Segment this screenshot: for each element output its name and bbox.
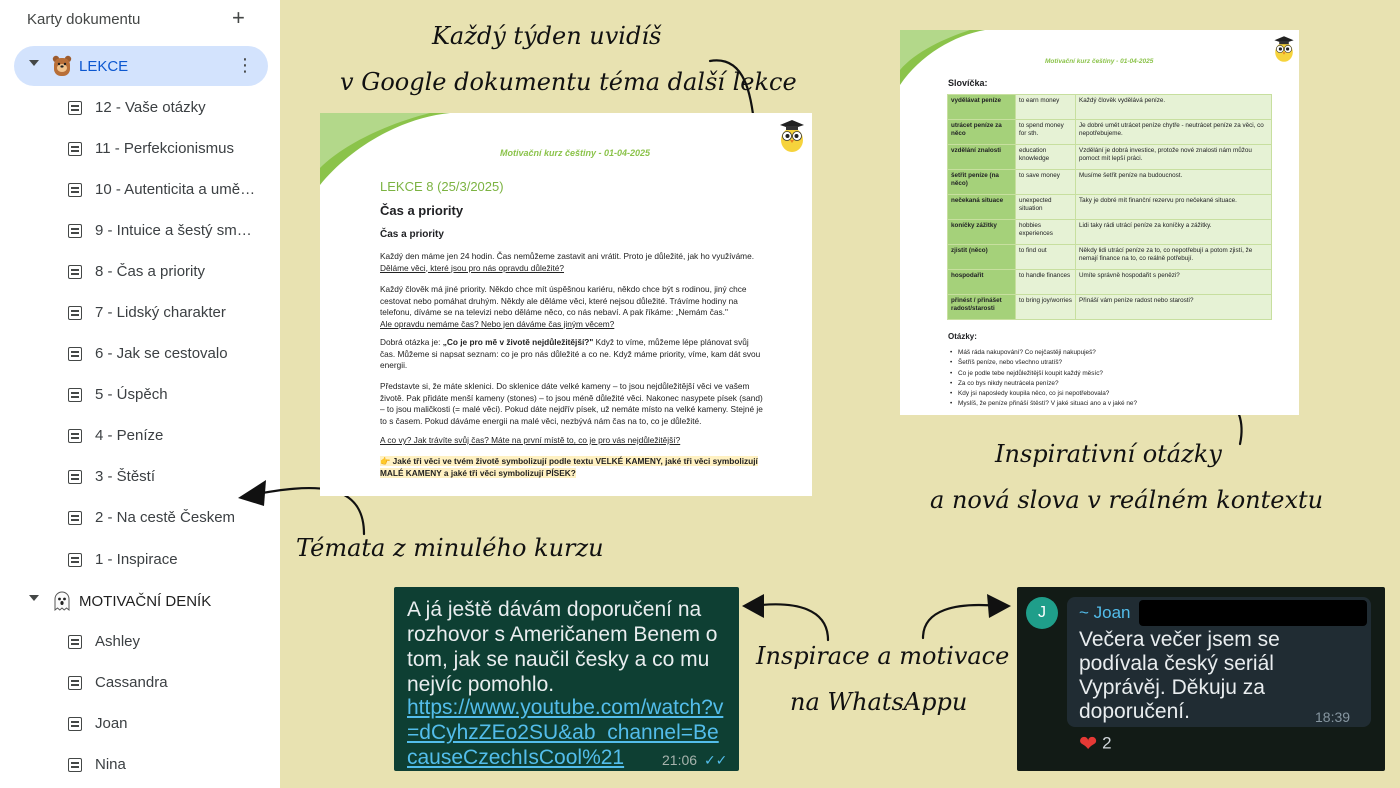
lesson-document-preview — [320, 113, 812, 496]
vocab-example: Lidi taky rádi utrácí peníze za koníčky a zážitky. — [1076, 220, 1272, 245]
corner-decoration — [900, 30, 985, 85]
vocab-row — [948, 145, 1272, 170]
heart-icon: ❤ — [1079, 731, 1098, 756]
tab-label: 6 - Jak se cestovalo — [95, 345, 228, 362]
annotation-bottom-line1: Inspirace a motivace — [756, 642, 1010, 670]
more-vert-icon[interactable]: ⋮ — [236, 55, 254, 75]
paragraph-3-text-a: Dobrá otázka je: — [380, 337, 443, 347]
annotation-bottom-line2: na WhatsAppu — [790, 688, 968, 716]
doc-header: Motivační kurz češtiny - 01-04-2025 — [1045, 58, 1154, 65]
paragraph-2 — [380, 284, 765, 330]
document-tabs-sidebar — [0, 0, 280, 788]
vocab-row — [948, 170, 1272, 195]
document-icon — [68, 717, 82, 731]
arrow-to-whatsapp-2 — [915, 588, 1015, 648]
document-icon — [68, 347, 82, 361]
tab-label: 7 - Lidský charakter — [95, 304, 226, 321]
vocab-row — [948, 245, 1272, 270]
tab-nina[interactable] — [65, 745, 270, 785]
document-icon — [68, 183, 82, 197]
tab-7-lidsky-charakter[interactable] — [65, 293, 270, 333]
document-icon — [68, 470, 82, 484]
vocab-term: utrácet peníze za něco — [948, 120, 1016, 145]
question-item: • Kdy jsi naposledy koupila něco, co jsi nepotřebovala? — [958, 389, 1137, 399]
vocab-term: přinést / přinášet radost/starosti — [948, 295, 1016, 320]
annotation-right-line1: Inspirativní otázky — [995, 440, 1222, 468]
message-text: Večera večer jsem se podívala český seriál Vyprávěj. Děkuju za doporučení. — [1079, 628, 1280, 723]
tab-label: 5 - Úspěch — [95, 386, 168, 403]
youtube-link[interactable]: https://www.youtube.com/watch?v=dCyhzZEo2SU&ab_channel=BecauseCzechIsCool%21 — [407, 696, 724, 769]
sidebar-title: Karty dokumentu — [27, 11, 141, 28]
lesson-number: LEKCE 8 (25/3/2025) — [380, 179, 504, 194]
vocabulary-table — [947, 94, 1272, 320]
document-icon — [68, 429, 82, 443]
task-text: 👉 Jaké tři věci ve tvém životě symbolizují podle textu VELKÉ KAMENY, jaké tři věci symbolizují MALÉ KAMENY a jaké tři věci symbolizují PÍSEK? — [380, 456, 758, 478]
document-icon — [68, 676, 82, 690]
vocab-example: Každý člověk vydělává peníze. — [1076, 95, 1272, 120]
questions-list — [958, 348, 1137, 410]
vocab-heading: Slovíčka: — [948, 78, 988, 88]
tab-9-intuice[interactable] — [65, 211, 270, 251]
vocab-example: Je dobré umět utrácet peníze chytře - neutrácet peníze za věci, co nepotřebujeme. — [1076, 120, 1272, 145]
vocab-translation: to save money — [1016, 170, 1076, 195]
tab-8-cas-a-priority[interactable] — [65, 252, 270, 292]
vocab-term: nečekaná situace — [948, 195, 1016, 220]
tab-1-inspirace[interactable] — [65, 540, 270, 580]
doc-header: Motivační kurz češtiny - 01-04-2025 — [500, 148, 651, 158]
vocab-example: Taky je dobré mít finanční rezervu pro nečekané situace. — [1076, 195, 1272, 220]
vocab-translation: to earn money — [1016, 95, 1076, 120]
vocab-translation: to find out — [1016, 245, 1076, 270]
tab-12-vase-otazky[interactable] — [65, 88, 270, 128]
paragraph-2-text: Každý člověk má jiné priority. Někdo chce mít úspěšnou kariéru, někdo chce být s rodinou, jiný chce cestovat nebo pomáhat druhým. Někdy ale děláme věci, které nejsou důležité. Trávíme hodiny na telefonu, díváme se na televizi nebo děláme něco, co nás nebaví. A pak říkáme: „Nemám čas." — [380, 284, 747, 317]
tab-group-label: LEKCE — [79, 58, 129, 75]
vocab-row — [948, 295, 1272, 320]
tab-4-penize[interactable] — [65, 416, 270, 456]
document-icon — [68, 306, 82, 320]
tab-10-autenticita[interactable] — [65, 170, 270, 210]
question-item: • Myslíš, že peníze přináší štěstí? V jaké situaci ano a v jaké ne? — [958, 399, 1137, 409]
tab-cassandra[interactable] — [65, 663, 270, 703]
vocab-translation: unexpected situation — [1016, 195, 1076, 220]
question-item: • Za co bys nikdy neutrácela peníze? — [958, 379, 1137, 389]
vocab-term: hospodařit — [948, 270, 1016, 295]
document-icon — [68, 142, 82, 156]
tab-label: 9 - Intuice a šestý sm… — [95, 222, 252, 239]
tab-label: Cassandra — [95, 674, 168, 691]
question-item: • Máš ráda nakupování? Co nejčastěji nakupuješ? — [958, 348, 1137, 358]
vocab-row — [948, 120, 1272, 145]
paragraph-3 — [380, 337, 765, 372]
vocab-term: vzdělání znalosti — [948, 145, 1016, 170]
tab-group-lekce[interactable] — [14, 46, 268, 86]
vocab-translation: education knowledge — [1016, 145, 1076, 170]
paragraph-3-text-b: Když to víme, můžeme lépe plánovat svůj čas. Můžeme si napsat seznam: co je pro nás důležité a co ne. Když máme priority, víme, kam dát svou energii. — [380, 337, 761, 370]
reaction-count: 2 — [1102, 733, 1112, 753]
vocab-translation: to spend money for sth. — [1016, 120, 1076, 145]
question-item: • Šetříš peníze, nebo všechno utratíš? — [958, 358, 1137, 368]
document-icon — [68, 511, 82, 525]
vocab-term: zjistit (něco) — [948, 245, 1016, 270]
tab-group-label: MOTIVAČNÍ DENÍK — [79, 593, 212, 610]
vocab-translation: to handle finances — [1016, 270, 1076, 295]
chevron-down-icon[interactable] — [29, 60, 39, 66]
tab-label: 3 - Štěstí — [95, 468, 156, 485]
corner-decoration — [320, 113, 450, 185]
task — [380, 456, 765, 479]
message-text: A já ještě dávám doporučení na rozhovor s Američanem Benem o tom, jak se naučil česky a co mu nejvíc pomohlo. — [407, 598, 718, 696]
annotation-left: Témata z minulého kurzu — [296, 534, 604, 562]
arrow-to-whatsapp-1 — [738, 590, 838, 650]
vocab-row — [948, 95, 1272, 120]
paragraph-1-text: Každý den máme jen 24 hodin. Čas nemůžeme zastavit ani vrátit. Proto je důležité, jak ho využíváme. — [380, 251, 755, 261]
tab-label: Joan — [95, 715, 128, 732]
paragraph-4: Představte si, že máte sklenici. Do sklenice dáte velké kameny – to jsou nejdůležitější věci ve vašem životě. Pak přidáte menší kameny (stones) – to jsou méně důležité věci. Nakonec nasypete písek (sand) – to jsou maličkosti (= malé věci). Pokud dáte nejdřív písek, už nemáte místo na velké kameny. Stejné je to s časem. Pokud dáváme energii na malé věci, nezbývá nám čas na to, co je důležité. — [380, 381, 763, 426]
bear-emoji-icon — [50, 54, 74, 78]
message-time-text: 21:06 — [662, 752, 698, 768]
vocab-row — [948, 270, 1272, 295]
tab-6-jak-se-cestovalo[interactable] — [65, 334, 270, 374]
question-item: • Co je podle tebe nejdůležitější koupit každý měsíc? — [958, 369, 1137, 379]
paragraph-2-question: Ale opravdu nemáme čas? Nebo jen dáváme čas jiným věcem? — [380, 318, 615, 329]
tab-label: 10 - Autenticita a umě… — [95, 181, 256, 198]
paragraph-1 — [380, 251, 765, 274]
questions-heading: Otázky: — [948, 332, 977, 341]
paragraph-5: A co vy? Jak trávíte svůj čas? Máte na první místě to, co je pro vás nejdůležitější? — [380, 435, 681, 445]
owl-mascot-icon — [1272, 35, 1296, 63]
document-icon — [68, 101, 82, 115]
avatar[interactable]: J — [1026, 597, 1058, 629]
annotation-right-line2: a nová slova v reálném kontextu — [930, 486, 1324, 514]
vocab-example: Umíte správně hospodařit s penězi? — [1076, 270, 1272, 295]
tab-5-uspech[interactable] — [65, 375, 270, 415]
message-time: 18:39 — [1315, 709, 1351, 725]
paragraph-3-question: „Co je pro mě v životě nejdůležitější?" — [442, 337, 594, 347]
vocab-example: Přináší vám peníze radost nebo starosti? — [1076, 295, 1272, 320]
tab-11-perfekcionismus[interactable] — [65, 129, 270, 169]
document-icon — [68, 758, 82, 772]
whatsapp-message-recommendation — [394, 587, 739, 771]
document-icon — [68, 224, 82, 238]
document-icon — [68, 388, 82, 402]
sender-name: ~ Joan — [1079, 603, 1131, 622]
vocab-translation: to bring joy/worries — [1016, 295, 1076, 320]
ghost-emoji-icon — [50, 589, 74, 613]
vocabulary-document-preview — [900, 30, 1299, 415]
vocab-row — [948, 220, 1272, 245]
tab-label: 2 - Na cestě Českem — [95, 509, 236, 526]
tab-label: 1 - Inspirace — [95, 551, 178, 568]
tab-label: 8 - Čas a priority — [95, 263, 206, 280]
sidebar-header — [0, 0, 280, 40]
tab-label: 4 - Peníze — [95, 427, 164, 444]
paragraph-1-question: Děláme věci, které jsou pro nás opravdu důležité? — [380, 262, 565, 273]
chevron-down-icon[interactable] — [29, 595, 39, 601]
tab-ashley[interactable] — [65, 622, 270, 662]
whatsapp-message-joan — [1017, 587, 1385, 771]
message-time — [662, 752, 727, 769]
redacted-phone — [1139, 600, 1367, 626]
lesson-subtitle: Čas a priority — [380, 229, 444, 240]
document-icon — [68, 635, 82, 649]
vocab-term: vydělávat peníze — [948, 95, 1016, 120]
vocab-translation: hobbies experiences — [1016, 220, 1076, 245]
reaction-badge[interactable] — [1079, 731, 1112, 759]
vocab-example: Někdy lidi utrácí peníze za to, co nepotřebují a potom zjistí, že nemají finance na to, co reálně potřebují. — [1076, 245, 1272, 270]
vocab-term: koníčky zážitky — [948, 220, 1016, 245]
annotation-top-line1: Každý týden uvidíš — [432, 22, 662, 50]
tab-label: Ashley — [95, 633, 141, 650]
document-icon — [68, 265, 82, 279]
tab-label: 12 - Vaše otázky — [95, 99, 206, 116]
message-bubble — [1067, 597, 1371, 727]
tab-label: Nina — [95, 756, 126, 773]
plus-icon[interactable]: + — [232, 5, 245, 30]
vocab-example: Musíme šetřit peníze na budoucnost. — [1076, 170, 1272, 195]
vocab-example: Vzdělání je dobrá investice, protože nové znalosti nám můžou pomoct mít lepší práci. — [1076, 145, 1272, 170]
vocab-row — [948, 195, 1272, 220]
annotation-top-line2: v Google dokumentu téma další lekce — [340, 68, 797, 96]
double-check-icon: ✓✓ — [703, 752, 728, 768]
owl-mascot-icon — [777, 119, 807, 153]
document-icon — [68, 553, 82, 567]
tab-group-motivacni-denik[interactable] — [14, 581, 268, 621]
vocab-term: šetřit peníze (na něco) — [948, 170, 1016, 195]
tab-joan[interactable] — [65, 704, 270, 744]
tab-label: 11 - Perfekcionismus — [95, 140, 234, 157]
lesson-title: Čas a priority — [380, 203, 464, 218]
